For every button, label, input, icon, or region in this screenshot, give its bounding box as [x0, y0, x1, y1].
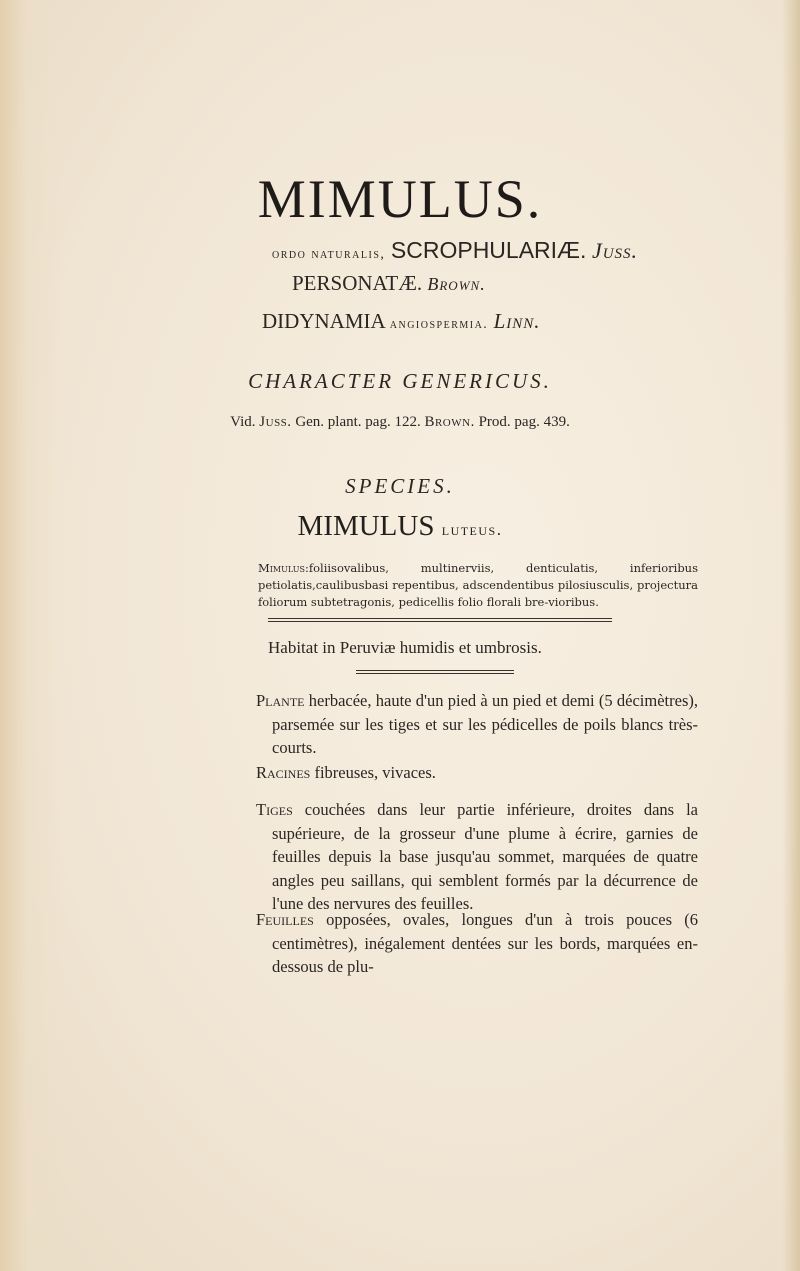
family-name: SCROPHULARIÆ. — [390, 237, 587, 263]
class-line — [262, 309, 541, 334]
species-diagnosis — [258, 560, 698, 611]
diagnosis-text: foliisovalibus, multinerviis, denticulatis, inferioribus petiolatis,caulibusbasi repentibus, adscendentibus pilosiusculis, projectura foliorum subtetragonis, pedicellis folio florali bre-vioribus. — [258, 561, 698, 609]
paragraph-lead: Tiges — [256, 800, 293, 819]
description-paragraph-tiges — [256, 798, 698, 916]
reference-juss: Juss. — [259, 414, 292, 430]
character-reference — [0, 414, 800, 431]
description-paragraph-racines — [256, 761, 698, 785]
description-paragraph-feuilles — [256, 908, 698, 979]
paragraph-lead: Feuilles — [256, 910, 314, 929]
reference-brown-text: Prod. pag. 439. — [478, 414, 570, 430]
paragraph-lead: Racines — [256, 763, 311, 782]
paragraph-text: opposées, ovales, longues d'un à trois pouces (6 centimètres), inégalement dentées sur les bords, marquées en-dessous de plu- — [272, 910, 698, 976]
description-paragraph-plante — [256, 689, 698, 760]
diagnosis-lead: Mimulus: — [258, 561, 309, 575]
habitat-line: Habitat in Peruviæ humidis et umbrosis. — [268, 638, 542, 657]
paragraph-text: herbacée, haute d'un pied à un pied et demi (5 décimètres), parsemée sur les tiges et sur les pédicelles de poils blancs très-courts. — [272, 691, 698, 757]
species-name-line — [0, 510, 800, 543]
reference-juss-text: Gen. plant. pag. 122. — [295, 414, 421, 430]
paragraph-text: couchées dans leur partie inférieure, droites dans la supérieure, de la grosseur d'une plume à écrire, garnies de feuilles depuis la base jusqu'au sommet, marquées de quatre angles peu saillans, qui semblent formés par la décurrence de l'une des nervures des feuilles. — [272, 800, 698, 913]
paragraph-text: fibreuses, vivaces. — [310, 763, 436, 782]
alt-family-author: Brown. — [427, 274, 486, 294]
character-title: CHARACTER GENERICUS. — [248, 369, 552, 393]
species-title: SPECIES. — [345, 474, 455, 498]
class-author: Linn. — [493, 309, 541, 333]
ordo-prefix: ordo naturalis, — [272, 247, 386, 262]
genus-title: MIMULUS. — [257, 169, 543, 229]
reference-prefix: Vid. — [230, 414, 256, 430]
class-order: angiospermia. — [389, 317, 489, 332]
species-epithet: luteus. — [441, 520, 503, 539]
paragraph-lead: Plante — [256, 691, 305, 710]
family-author: Juss. — [591, 238, 639, 263]
species-genus: MIMULUS — [297, 510, 435, 542]
double-rule-divider — [268, 618, 612, 622]
ordo-line — [272, 237, 638, 264]
short-double-rule-divider — [356, 670, 514, 674]
alt-family-name: PERSONATÆ. — [292, 271, 423, 295]
alt-family-line — [292, 271, 486, 296]
reference-brown: Brown. — [424, 414, 475, 430]
class-name: DIDYNAMIA — [262, 309, 385, 333]
